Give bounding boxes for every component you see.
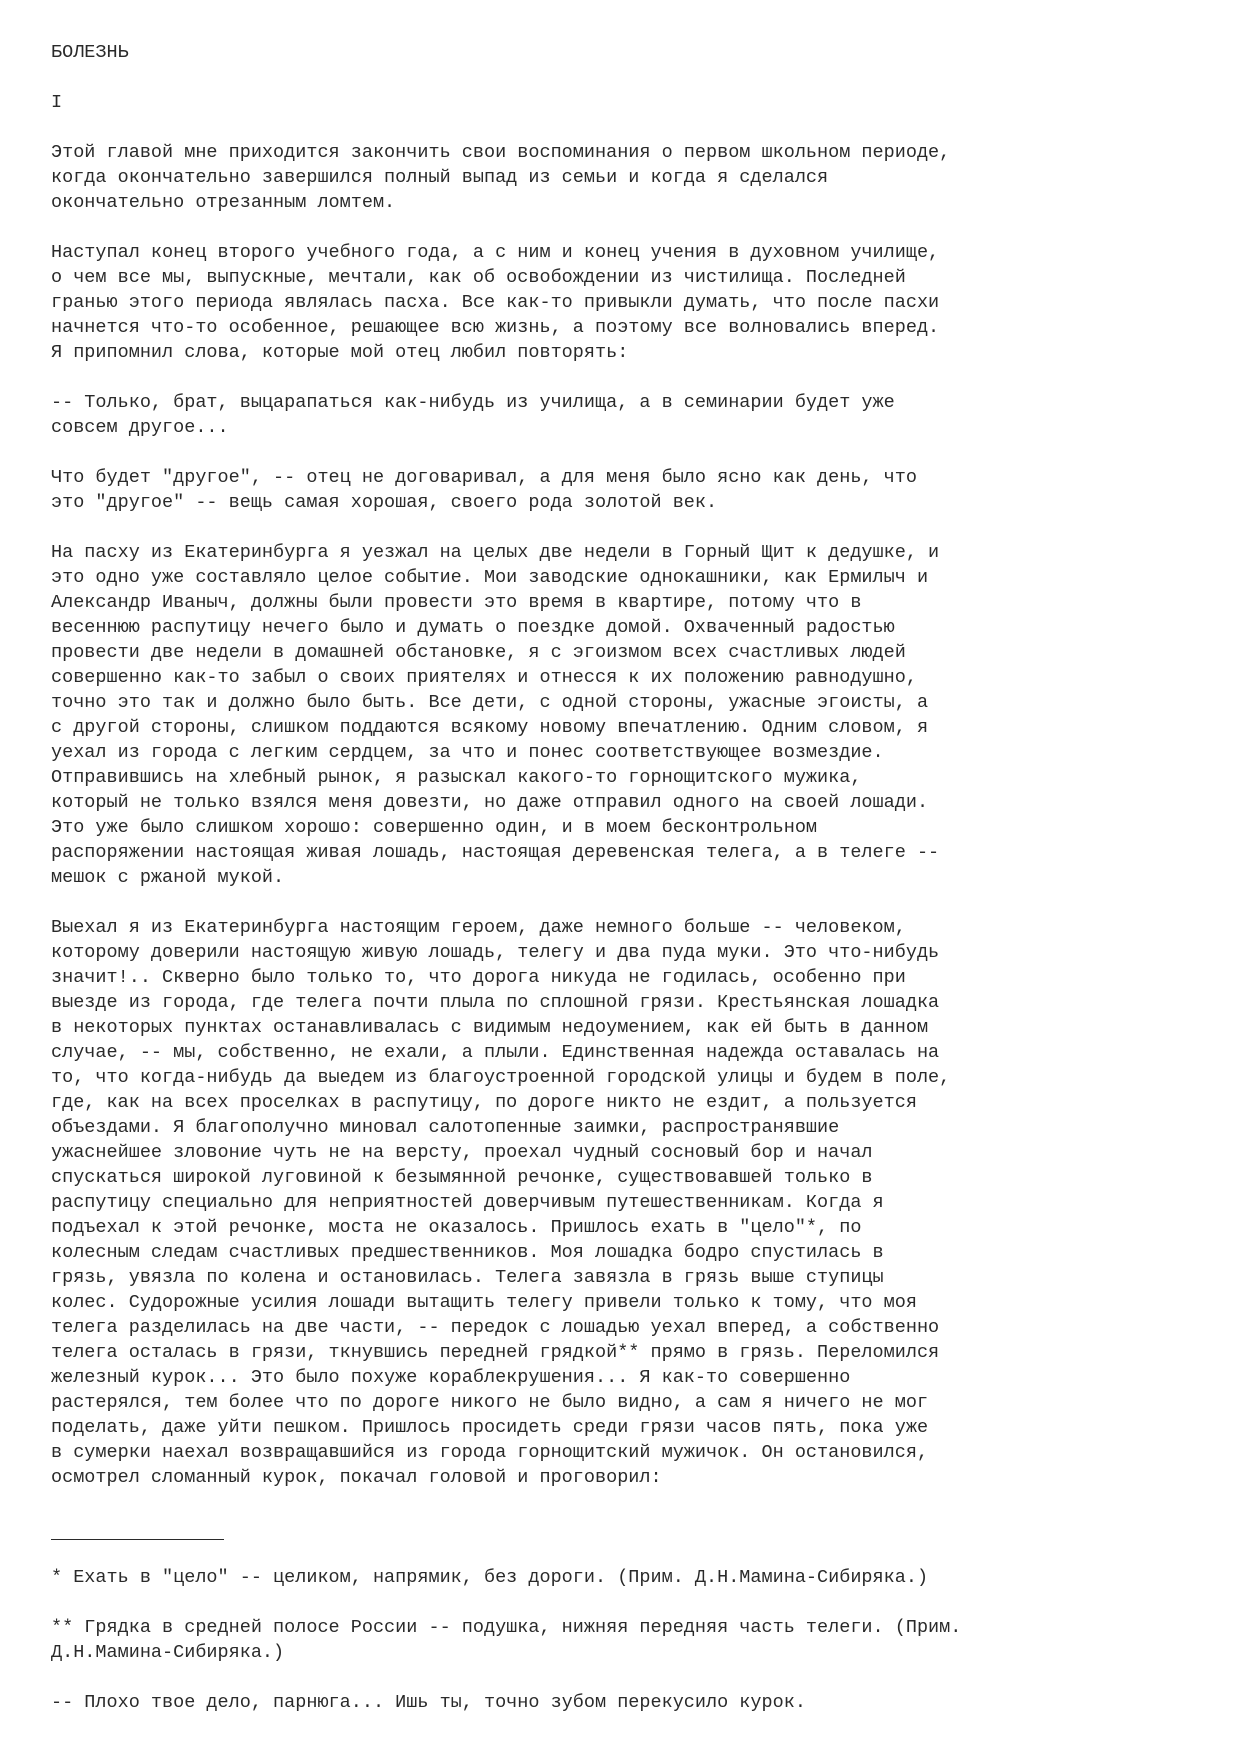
paragraph-line: мешок с ржаной мукой. xyxy=(51,867,285,888)
paragraph-line: выезде из города, где телега почти плыла по сплошной грязи. Крестьянская лошадка xyxy=(51,992,940,1013)
paragraph-line: поделать, даже уйти пешком. Пришлось просидеть среди грязи часов пять, пока уже xyxy=(51,1417,929,1438)
paragraph xyxy=(51,240,1211,365)
paragraph-line: подъехал к этой речонке, моста не оказалось. Пришлось ехать в "цело"*, по xyxy=(51,1217,862,1238)
paragraph-line: Этой главой мне приходится закончить свои воспоминания о первом школьном периоде, xyxy=(51,142,951,163)
paragraph-line: Что будет "другое", -- отец не договаривал, а для меня было ясно как день, что xyxy=(51,467,917,488)
footnote-line: Д.Н.Мамина-Сибиряка.) xyxy=(51,1642,285,1663)
footnote xyxy=(51,1565,1211,1590)
paragraph-line: железный курок... Это было похуже кораблекрушения... Я как-то совершенно xyxy=(51,1367,851,1388)
paragraph-line: грязь, увязла по колена и остановилась. Телега завязла в грязь выше ступицы xyxy=(51,1267,884,1288)
paragraph-line: в сумерки наехал возвращавшийся из города горнощитский мужичок. Он остановился, xyxy=(51,1442,929,1463)
paragraph xyxy=(51,465,1211,515)
paragraph-line: Александр Иваныч, должны были провести это время в квартире, потому что в xyxy=(51,592,862,613)
paragraph-line: случае, -- мы, собственно, не ехали, а плыли. Единственная надежда оставалась на xyxy=(51,1042,940,1063)
paragraph xyxy=(51,390,1211,440)
paragraph-line: колесным следам счастливых предшественников. Моя лошадка бодро спустилась в xyxy=(51,1242,884,1263)
paragraph-line: в некоторых пунктах останавливалась с видимым недоумением, как ей быть в данном xyxy=(51,1017,929,1038)
paragraph-line: окончательно отрезанным ломтем. xyxy=(51,192,396,213)
paragraph-line: которому доверили настоящую живую лошадь, телегу и два пуда муки. Это что-нибудь xyxy=(51,942,940,963)
paragraph xyxy=(51,915,1211,1490)
footnote-line: ** Грядка в средней полосе России -- подушка, нижняя передняя часть телеги. (Прим. xyxy=(51,1617,962,1638)
paragraph-line: то, что когда-нибудь да выедем из благоустроенной городской улицы и будем в поле, xyxy=(51,1067,951,1088)
paragraph-line: телега осталась в грязи, ткнувшись передней грядкой** прямо в грязь. Переломился xyxy=(51,1342,940,1363)
paragraph-line: растерялся, тем более что по дороге никого не было видно, а сам я ничего не мог xyxy=(51,1392,929,1413)
paragraph-line: с другой стороны, слишком поддаются всякому новому впечатлению. Одним словом, я xyxy=(51,717,929,738)
paragraph-line: Это уже было слишком хорошо: совершенно один, и в моем бесконтрольном xyxy=(51,817,818,838)
paragraph-line: распоряжении настоящая живая лошадь, настоящая деревенская телега, а в телеге -- xyxy=(51,842,940,863)
paragraph-line: точно это так и должно было быть. Все дети, с одной стороны, ужасные эгоисты, а xyxy=(51,692,929,713)
paragraph-line: совсем другое... xyxy=(51,417,229,438)
paragraph-line: это "другое" -- вещь самая хорошая, своего рода золотой век. xyxy=(51,492,718,513)
paragraph-line: где, как на всех проселках в распутицу, по дороге никто не ездит, а пользуется xyxy=(51,1092,917,1113)
paragraph-line: значит!.. Скверно было только то, что дорога никуда не годилась, особенно при xyxy=(51,967,906,988)
footnote-line: * Ехать в "цело" -- целиком, напрямик, без дороги. (Прим. Д.Н.Мамина-Сибиряка.) xyxy=(51,1567,929,1588)
paragraph-line: колес. Судорожные усилия лошади вытащить телегу привели только к тому, что моя xyxy=(51,1292,917,1313)
paragraph-line: совершенно как-то забыл о своих приятелях и отнесся к их положению равнодушно, xyxy=(51,667,917,688)
paragraph-line: когда окончательно завершился полный выпад из семьи и когда я сделался xyxy=(51,167,829,188)
paragraph-line: объездами. Я благополучно миновал салотопенные заимки, распространявшие xyxy=(51,1117,840,1138)
paragraph-line: это одно уже составляло целое событие. Мои заводские однокашники, как Ермилыч и xyxy=(51,567,929,588)
paragraph-line: Отправившись на хлебный рынок, я разыскал какого-то горнощитского мужика, xyxy=(51,767,862,788)
paragraph-line: Я припомнил слова, которые мой отец любил повторять: xyxy=(51,342,629,363)
footnote xyxy=(51,1615,1211,1665)
paragraph-line: распутицу специально для неприятностей доверчивым путешественникам. Когда я xyxy=(51,1192,884,1213)
paragraph-line: начнется что-то особенное, решающее всю жизнь, а поэтому все волновались вперед. xyxy=(51,317,940,338)
paragraph-line: Выехал я из Екатеринбурга настоящим героем, даже немного больше -- человеком, xyxy=(51,917,906,938)
paragraph-line: спускаться широкой луговиной к безымянной речонке, существовавшей только в xyxy=(51,1167,873,1188)
paragraph-line: гранью этого периода являлась пасха. Все как-то привыкли думать, что после пасхи xyxy=(51,292,940,313)
footnotes xyxy=(51,1565,1211,1665)
closing-line: -- Плохо твое дело, парнюга... Ишь ты, точно зубом перекусило курок. xyxy=(51,1692,806,1713)
paragraph-line: провести две недели в домашней обстановке, я с эгоизмом всех счастливых людей xyxy=(51,642,906,663)
document-page xyxy=(51,40,1211,1715)
chapter-title: БОЛЕЗНЬ xyxy=(51,42,129,63)
paragraph-line: осмотрел сломанный курок, покачал головой и проговорил: xyxy=(51,1467,662,1488)
body-text xyxy=(51,140,1211,1490)
paragraph-line: весеннюю распутицу нечего было и думать о поездке домой. Охваченный радостью xyxy=(51,617,895,638)
paragraph-line: уехал из города с легким сердцем, за что и понес соответствующее возмездие. xyxy=(51,742,884,763)
paragraph-line: о чем все мы, выпускные, мечтали, как об освобождении из чистилища. Последней xyxy=(51,267,906,288)
paragraph-line: -- Только, брат, выцарапаться как-нибудь из училища, а в семинарии будет уже xyxy=(51,392,895,413)
paragraph-line: На пасху из Екатеринбурга я уезжал на целых две недели в Горный Щит к дедушке, и xyxy=(51,542,940,563)
paragraph-line: телега разделилась на две части, -- передок с лошадью уехал вперед, а собственно xyxy=(51,1317,940,1338)
paragraph xyxy=(51,540,1211,890)
paragraph-line: который не только взялся меня довезти, но даже отправил одного на своей лошади. xyxy=(51,792,929,813)
paragraph xyxy=(51,140,1211,215)
paragraph-line: Наступал конец второго учебного года, а с ним и конец учения в духовном училище, xyxy=(51,242,940,263)
section-number: I xyxy=(51,92,63,113)
paragraph-line: ужаснейшее зловоние чуть не на версту, проехал чудный сосновый бор и начал xyxy=(51,1142,873,1163)
